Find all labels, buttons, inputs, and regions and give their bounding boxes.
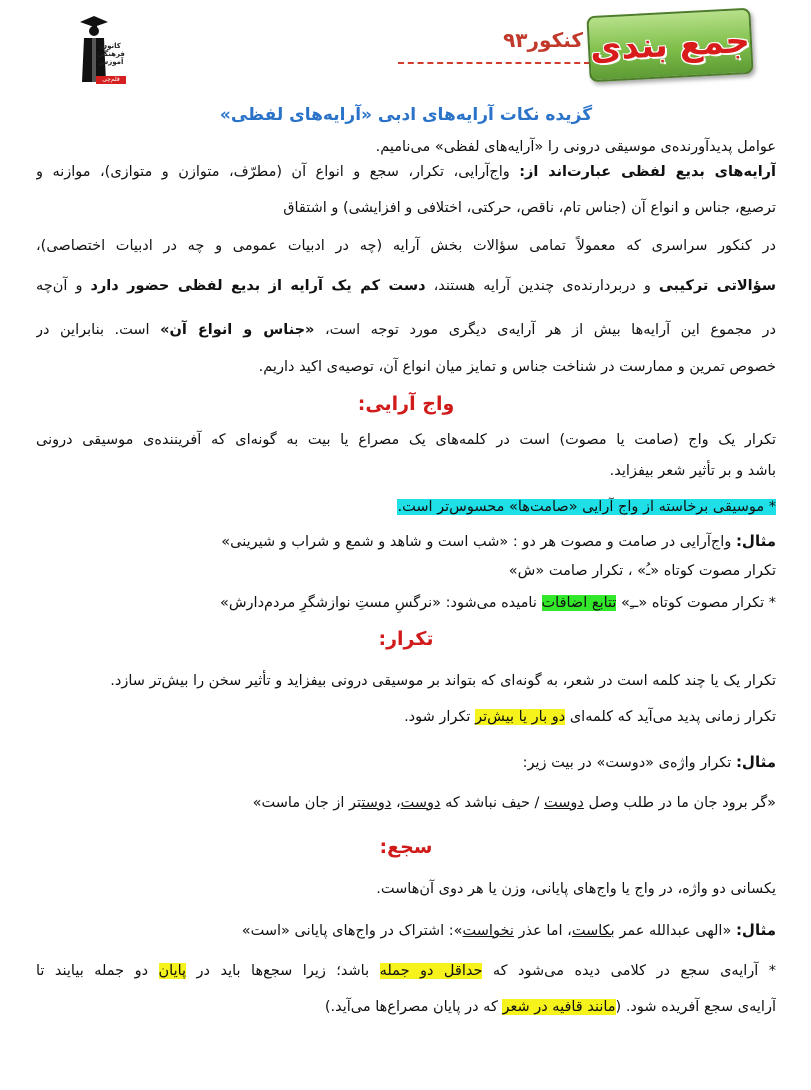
tekrar-example: مثال: تکرار واژه‌ی «دوست» در بیت زیر: [522,753,776,771]
section-title-saj: سجع: [379,836,433,858]
saj-note-2: آرایه‌ی سجع آفریده شود. (مانند قافیه در شعر که در پایان مصراع‌ها می‌آید.) [324,999,776,1015]
vaj-line-2: باشد و بر تأثیر شعر بیفزاید. [609,463,776,479]
saj-note-1: * آرایه‌ی سجع در کلامی دیده می‌شود که حداقل دو جمله باشد؛ زیرا سجع‌ها باید در پایان دو جمله بیایند تا [36,963,776,979]
intro-line-3: ترصیع، جناس و انواع آن (جناس تام، ناقص، حرکتی، اختلافی و افزایشی) و اشتقاق [283,200,776,216]
intro-line-1: عوامل پدیدآورنده‌ی موسیقی درونی را «آرایه‌های لفظی» می‌نامیم. [375,139,776,155]
tekrar-verse: «گر برود جان ما در طلب وصل دوست / حیف نباشد که دوست، دوستتر از جان ماست» [252,795,776,811]
vaj-example: مثال: واج‌آرایی در صامت و مصوت هر دو : «شب است و شاهد و شمع و شراب و شیرینی» [221,532,776,550]
exam-label: کنکور۹۳ [503,28,583,52]
vaj-note: * موسیقی برخاسته از واج آرایی «صامت‌ها» محسوس‌تر است. [397,499,776,515]
intro-line-6: در مجموع این آرایه‌ها بیش از هر آرایه‌ی دیگری مورد توجه است، «جناس و انواع آن» است. بنابراین در [36,322,776,338]
badge-text: جمع بندی [589,20,751,70]
intro-line-4: در کنکور سراسری که معمولاً تمامی سؤالات بخش آرایه (چه در ادبیات عمومی و چه در ادبیات اختصاصی)، [36,238,776,254]
summary-badge [586,8,753,82]
section-title-vaj-arayi: واج آرایی: [357,393,455,415]
tekrar-line-1: تکرار یک یا چند کلمه است در شعر، به گونه‌ای که بتواند بر موسیقی درونی بیفزاید و تأثیر سخن را بیش‌تر سازد. [110,673,776,689]
document-body [36,100,776,1024]
intro-line-7: خصوص تمرین و ممارست در شناخت جناس و تمایز میان انواع آن، توصیه‌ی اکید داریم. [258,359,776,375]
vaj-example-2: تکرار مصوت کوتاه «ـُ» ، تکرار صامت «ش» [508,563,776,579]
intro-line-5: سؤالاتی ترکیبی و دربردارنده‌ی چندین آرایه هستند، دست کم یک آرایه از بدیع لفظی حضور دارد و آن‌چه [36,278,776,294]
saj-line-1: یکسانی دو واژه، در واج یا واج‌های پایانی، وزن یا هر دوی آن‌هاست. [376,881,776,897]
page-header [0,0,811,100]
intro-line-2: آرایه‌های بدیع لفظی عبارت‌اند از: واج‌آرایی، تکرار، سجع و انواع آن (مطرّف، متوازن و متوازی)، موازنه و [36,164,776,180]
tekrar-line-2: تکرار زمانی پدید می‌آید که کلمه‌ای دو بار یا بیش‌تر تکرار شود. [404,709,776,725]
dashed-underline [398,62,590,64]
organization-name: کانون فرهنگی آموزش [97,42,125,66]
organization-logo [78,14,126,84]
vaj-example-3: * تکرار مصوت کوتاه «ــِ» تتابع اضافات نامیده می‌شود: «نرگسِ مستِ نوازشگرِ مردم‌دارش» [219,595,776,611]
section-title-tekrar: تکرار: [378,628,434,650]
organization-brand: قلم‌چی [96,76,126,84]
page-title: گزیده نکات آرایه‌های ادبی «آرایه‌های لفظی» [219,105,593,125]
vaj-line-1: تکرار یک واج (صامت یا مصوت) است در کلمه‌های یک مصراع یا بیت به گونه‌ای که آفریننده‌ی موسیقی درونی [36,432,776,448]
saj-example: مثال: «الهی عبدالله عمر بکاست، اما عذر نخواست»: اشتراک در واج‌های پایانی «است» [241,921,776,939]
